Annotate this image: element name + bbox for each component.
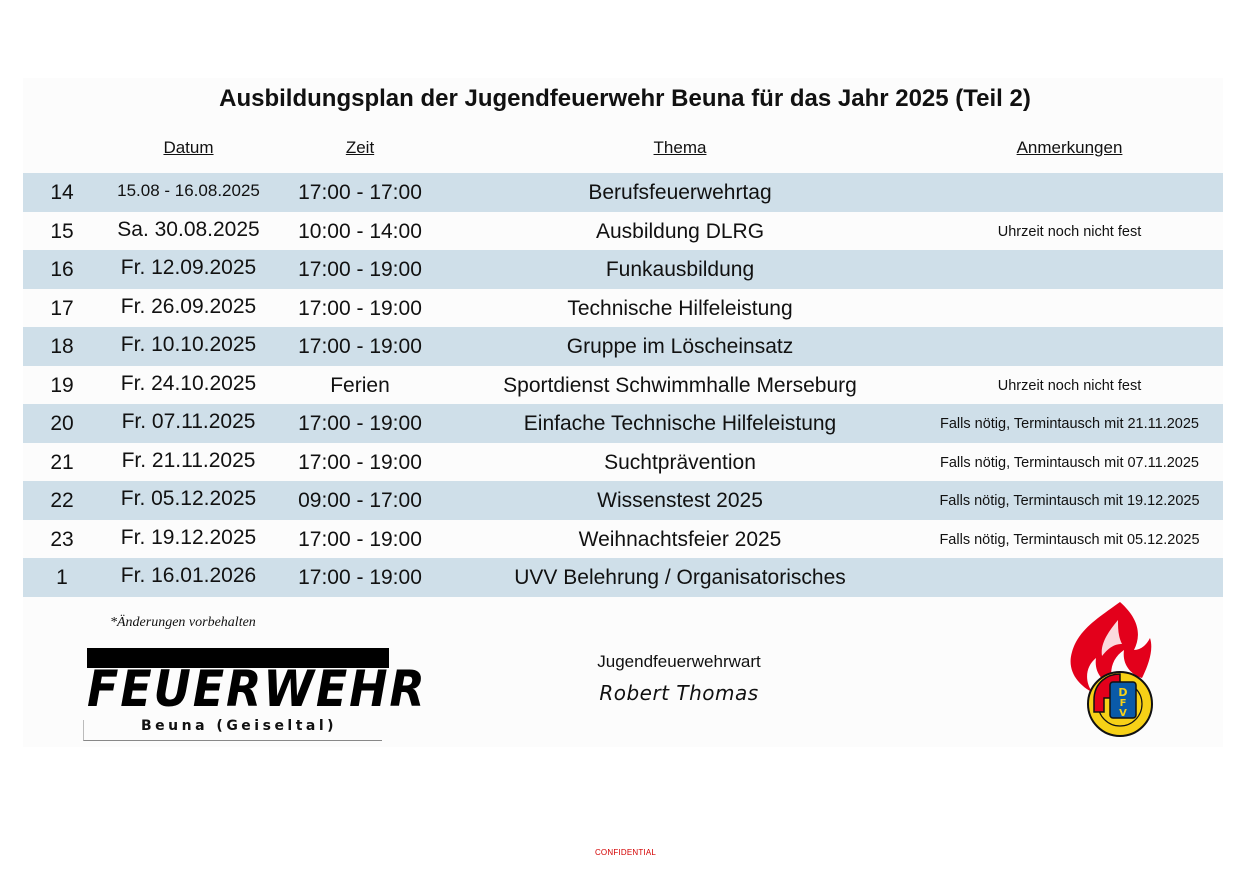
row-topic: Wissenstest 2025 <box>597 489 763 512</box>
row-topic: Berufsfeuerwehrtag <box>588 181 772 204</box>
header-date: Datum <box>163 138 214 157</box>
row-topic: Einfache Technische Hilfeleistung <box>523 412 837 435</box>
row-date: 15.08 - 16.08.2025 <box>117 181 260 200</box>
table-row <box>23 443 1223 482</box>
row-time: 17:00 - 19:00 <box>298 527 422 551</box>
row-topic: Suchtprävention <box>604 450 756 474</box>
warden-signature: Robert Thomas <box>599 681 759 705</box>
row-number: 18 <box>50 335 74 358</box>
header-topic: Thema <box>653 138 707 157</box>
table-row <box>23 558 1223 597</box>
row-number: 21 <box>50 450 74 474</box>
row-time: 10:00 - 14:00 <box>298 219 422 243</box>
emblem-letters: D <box>1118 686 1128 699</box>
feuerwehr-logo <box>83 646 427 742</box>
svg-text:V: V <box>1119 708 1127 719</box>
row-topic: Gruppe im Löscheinsatz <box>566 335 794 358</box>
row-number: 14 <box>50 181 74 204</box>
table-row <box>23 289 1223 328</box>
table-row <box>23 250 1223 289</box>
row-date: Fr. 26.09.2025 <box>120 294 257 318</box>
row-note <box>916 289 1223 328</box>
row-time: 09:00 - 17:00 <box>298 489 422 512</box>
schedule-sheet <box>23 78 1223 747</box>
row-note <box>916 558 1223 597</box>
svg-text:F: F <box>1119 698 1127 709</box>
table-row <box>23 366 1223 405</box>
row-time: 17:00 - 19:00 <box>298 412 422 435</box>
row-number: 23 <box>50 527 74 551</box>
row-number: 17 <box>50 296 74 320</box>
row-date: Fr. 16.01.2026 <box>120 564 257 587</box>
logo-word: FEUERWEHR <box>87 660 427 718</box>
page-title: Ausbildungsplan der Jugendfeuerwehr Beuna für das Jahr 2025 (Teil 2) <box>219 85 1031 112</box>
row-date: Fr. 19.12.2025 <box>120 525 257 549</box>
row-topic: Ausbildung DLRG <box>595 219 765 243</box>
row-number: 19 <box>50 373 74 397</box>
warden-label: Jugendfeuerwehrwart <box>597 652 761 671</box>
footnote: *Änderungen vorbehalten <box>110 615 256 630</box>
table-row <box>23 212 1223 251</box>
row-time: 17:00 - 17:00 <box>298 181 422 204</box>
row-date: Fr. 12.09.2025 <box>120 256 257 279</box>
row-note <box>916 327 1223 366</box>
row-note: Falls nötig, Termintausch mit 07.11.2025 <box>940 454 1199 471</box>
confidential-mark: CONFIDENTIAL <box>594 848 657 857</box>
jugendfeuerwehr-emblem-icon <box>1058 600 1168 748</box>
row-topic: Weihnachtsfeier 2025 <box>578 527 782 551</box>
header-time: Zeit <box>345 138 375 157</box>
table-row <box>23 173 1223 212</box>
row-date: Fr. 07.11.2025 <box>121 410 256 433</box>
row-topic: Sportdienst Schwimmhalle Merseburg <box>503 373 857 397</box>
table-row <box>23 404 1223 443</box>
schedule-table <box>23 173 1223 597</box>
row-note: Uhrzeit noch nicht fest <box>997 223 1142 240</box>
row-date: Fr. 24.10.2025 <box>120 371 257 395</box>
row-note: Uhrzeit noch nicht fest <box>997 377 1142 394</box>
row-note: Falls nötig, Termintausch mit 19.12.2025 <box>939 493 1200 509</box>
row-number: 22 <box>50 489 74 512</box>
row-time: 17:00 - 19:00 <box>298 450 422 474</box>
table-row <box>23 327 1223 366</box>
row-number: 16 <box>50 258 74 281</box>
row-date: Fr. 10.10.2025 <box>120 333 257 356</box>
row-date: Sa. 30.08.2025 <box>117 217 260 241</box>
row-topic: UVV Belehrung / Organisatorisches <box>514 566 846 589</box>
row-number: 20 <box>50 412 74 435</box>
row-number: 15 <box>50 219 74 243</box>
row-time: 17:00 - 19:00 <box>298 296 422 320</box>
row-number: 1 <box>56 566 68 589</box>
row-date: Fr. 05.12.2025 <box>120 487 257 510</box>
row-note <box>916 173 1223 212</box>
row-note: Falls nötig, Termintausch mit 05.12.2025 <box>939 531 1200 548</box>
row-time: Ferien <box>330 373 390 397</box>
row-topic: Technische Hilfeleistung <box>567 296 793 320</box>
row-time: 17:00 - 19:00 <box>298 258 422 281</box>
row-time: 17:00 - 19:00 <box>298 566 422 589</box>
row-topic: Funkausbildung <box>605 258 755 281</box>
row-date: Fr. 21.11.2025 <box>121 448 256 472</box>
header-notes: Anmerkungen <box>1016 138 1123 157</box>
table-row <box>23 520 1223 559</box>
logo-subtitle: Beuna (Geiseltal) <box>141 718 338 734</box>
row-note: Falls nötig, Termintausch mit 21.11.2025 <box>940 416 1199 432</box>
row-note <box>916 250 1223 289</box>
row-time: 17:00 - 19:00 <box>298 335 422 358</box>
table-row <box>23 481 1223 520</box>
